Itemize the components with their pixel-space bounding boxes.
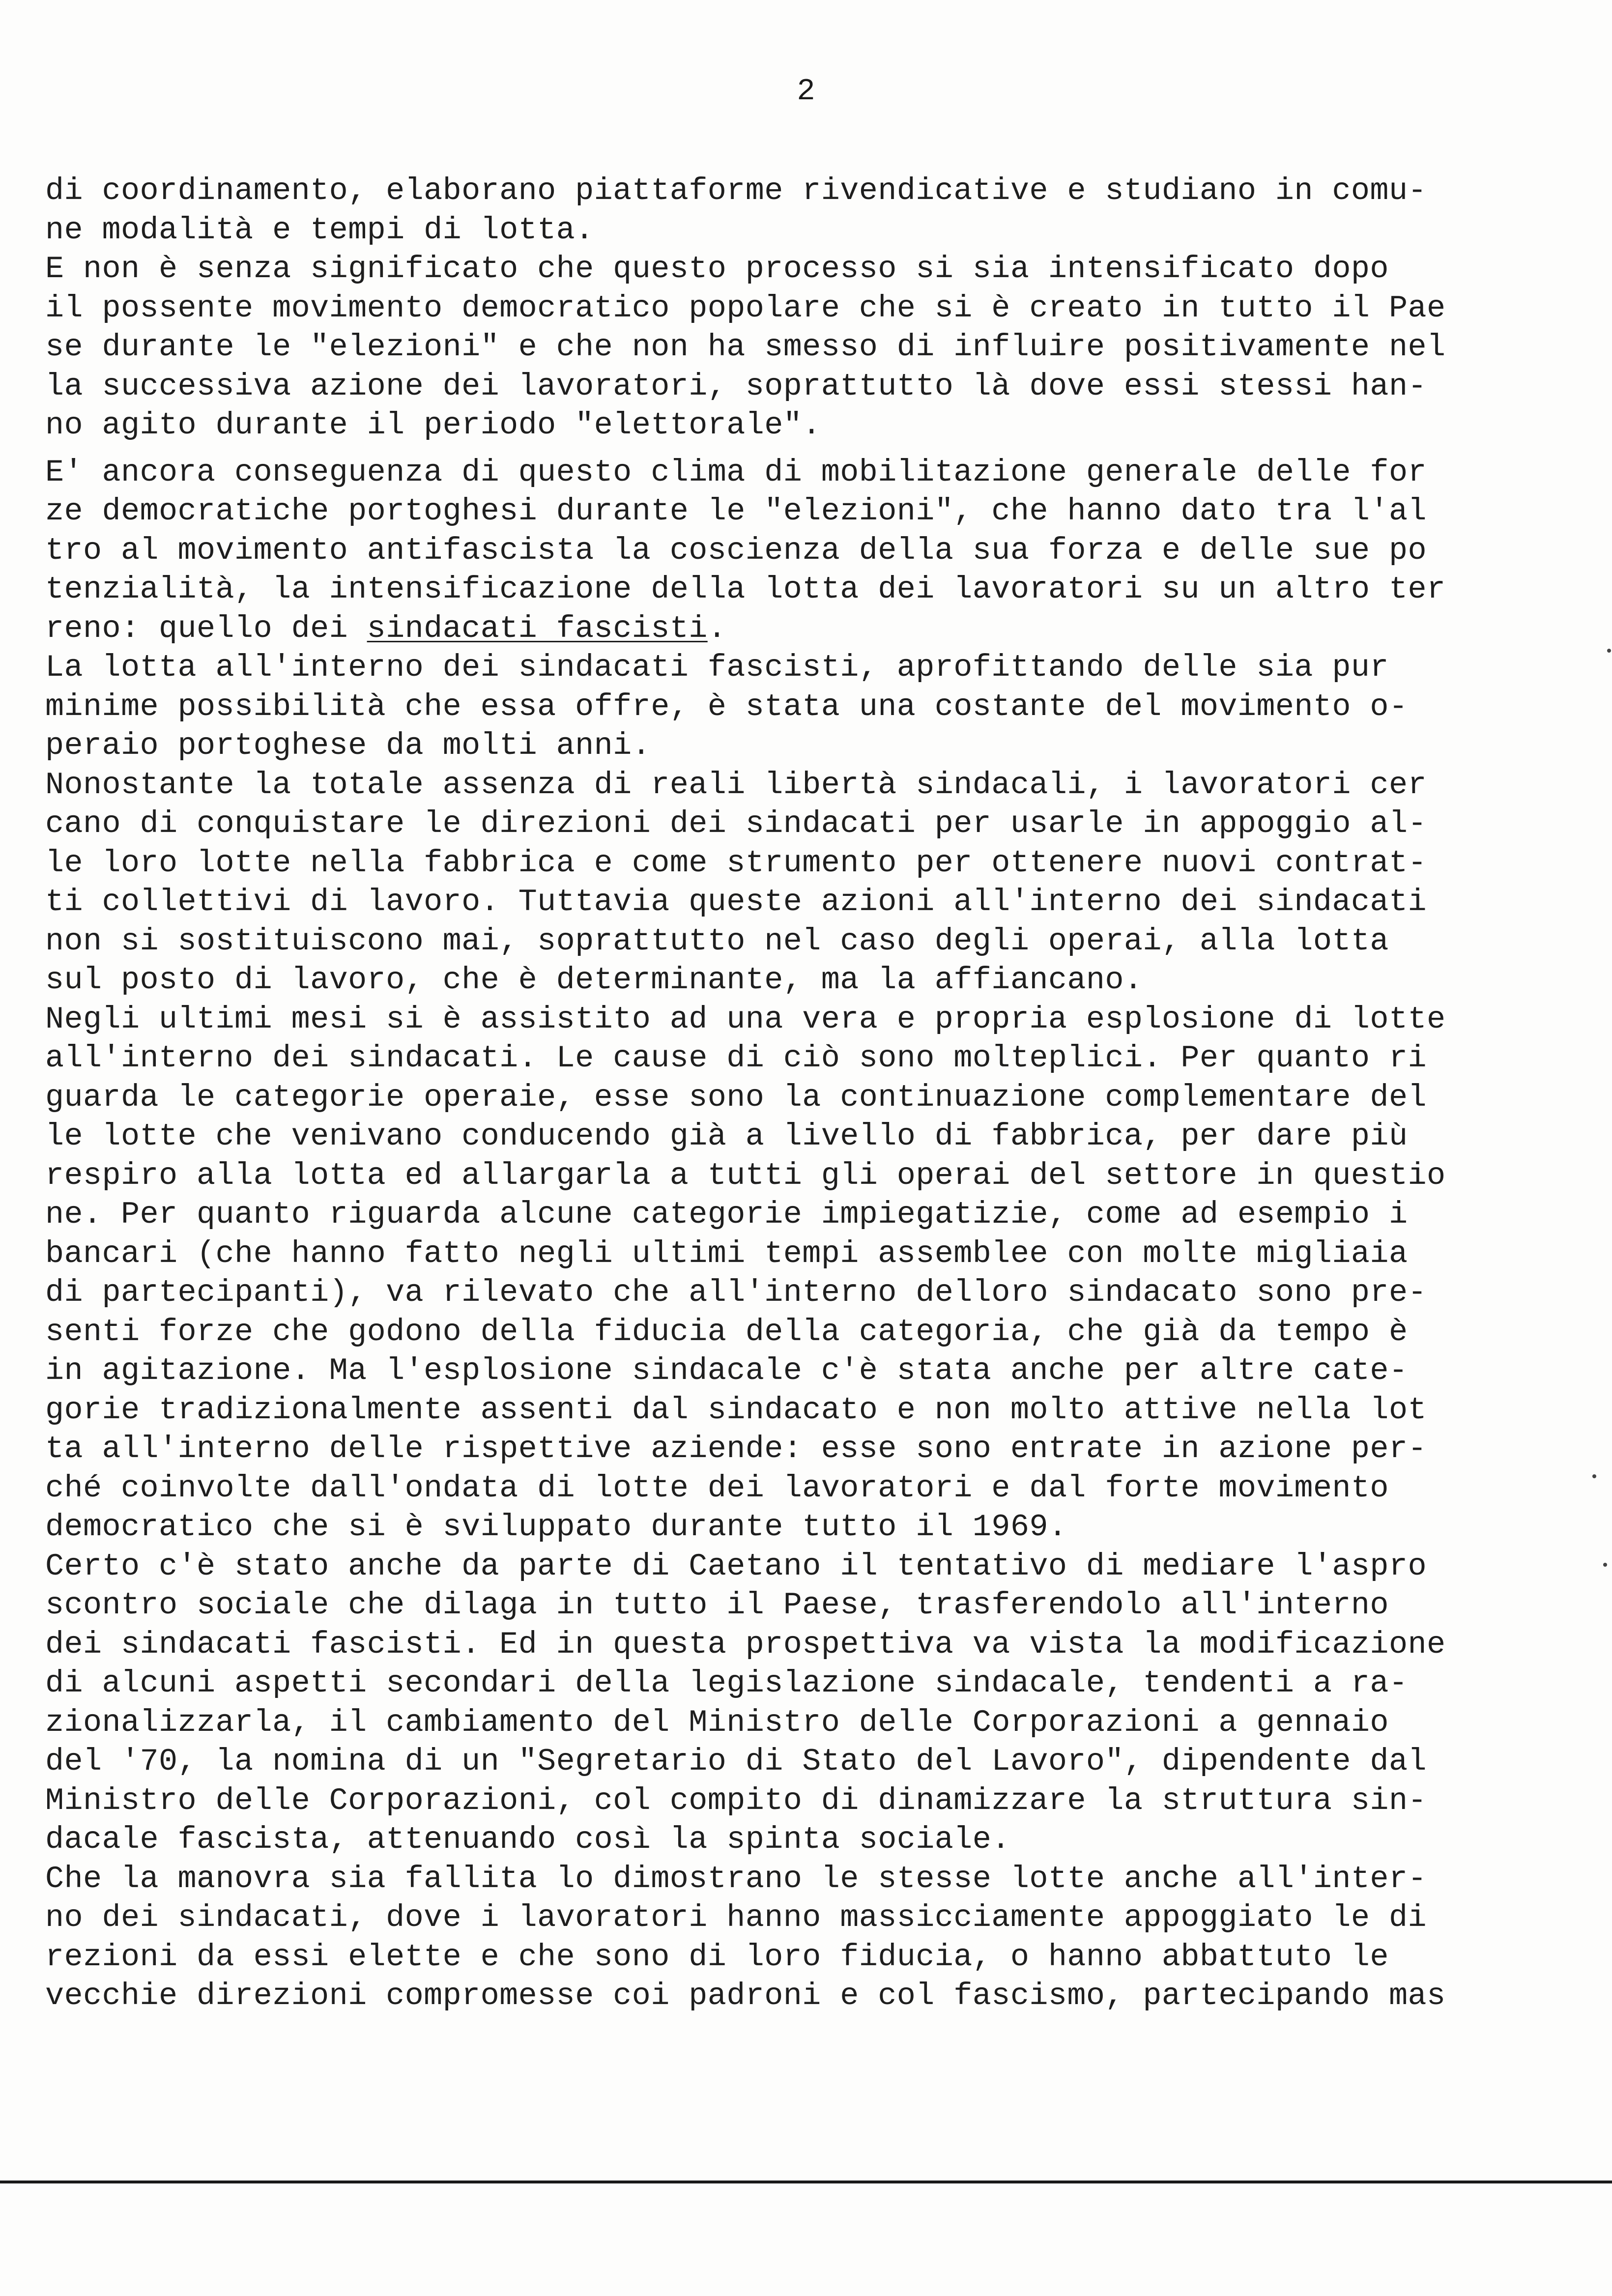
text-line: di partecipanti), va rilevato che all'interno delloro sindacato sono pre- — [45, 1275, 1427, 1311]
text-line: ne modalità e tempi di lotta. — [45, 212, 594, 248]
text-line: di alcuni aspetti secondari della legislazione sindacale, tendenti a ra- — [45, 1666, 1408, 1701]
text-line: guarda le categorie operaie, esse sono la continuazione complementare del — [45, 1080, 1427, 1116]
line-prefix: reno: quello dei — [45, 611, 367, 647]
text-line: ché coinvolte dall'ondata di lotte dei lavoratori e dal forte movimento — [45, 1470, 1389, 1506]
text-line: all'interno dei sindacati. Le cause di ciò sono molteplici. Per quanto ri — [45, 1041, 1427, 1076]
text-line: di coordinamento, elaborano piattaforme rivendicative e studiano in comu- — [45, 173, 1427, 209]
text-line: democratico che si è sviluppato durante tutto il 1969. — [45, 1510, 1067, 1545]
text-line: dei sindacati fascisti. Ed in questa prospettiva va vista la modificazione — [45, 1627, 1446, 1663]
text-line: dacale fascista, attenuando così la spinta sociale. — [45, 1822, 1010, 1858]
text-line-with-emphasis — [45, 610, 1588, 649]
text-line: gorie tradizionalmente assenti dal sindacato e non molto attive nella lot — [45, 1392, 1427, 1428]
text-line: cano di conquistare le direzioni dei sindacati per usarle in appoggio al- — [45, 806, 1427, 842]
page-bottom-rule — [0, 2181, 1612, 2183]
text-line: se durante le "elezioni" e che non ha smesso di influire positivamente nel — [45, 330, 1446, 365]
text-line: La lotta all'interno dei sindacati fascisti, aprofittando delle sia pur — [45, 650, 1389, 686]
text-line: del '70, la nomina di un "Segretario di Stato del Lavoro", dipendente dal — [45, 1744, 1427, 1779]
text-line: zionalizzarla, il cambiamento del Ministro delle Corporazioni a gennaio — [45, 1705, 1389, 1741]
text-line: Negli ultimi mesi si è assistito ad una vera e propria esplosione di lotte — [45, 1002, 1446, 1037]
text-line: tenzialità, la intensificazione della lotta dei lavoratori su un altro ter — [45, 572, 1446, 607]
text-line: non si sostituiscono mai, soprattutto nel caso degli operai, alla lotta — [45, 923, 1389, 959]
text-line: le lotte che venivano conducendo già a livello di fabbrica, per dare più — [45, 1119, 1408, 1154]
text-line: Nonostante la totale assenza di reali libertà sindacali, i lavoratori cer — [45, 767, 1427, 803]
scan-speck — [1607, 649, 1611, 653]
text-line: in agitazione. Ma l'esplosione sindacale c'è stata anche per altre cate- — [45, 1353, 1408, 1389]
text-line: sul posto di lavoro, che è determinante, ma la affiancano. — [45, 963, 1143, 998]
text-line: no dei sindacati, dove i lavoratori hanno massicciamente appoggiato le di — [45, 1900, 1427, 1936]
text-line: ta all'interno delle rispettive aziende: esse sono entrate in azione per- — [45, 1432, 1427, 1467]
text-line: peraio portoghese da molti anni. — [45, 728, 651, 764]
text-line: rezioni da essi elette e che sono di loro fiducia, o hanno abbattuto le — [45, 1939, 1389, 1975]
text-line: tro al movimento antifascista la coscienza della sua forza e delle sue po — [45, 533, 1427, 569]
text-line: la successiva azione dei lavoratori, soprattutto là dove essi stessi han- — [45, 369, 1427, 404]
text-line: Ministro delle Corporazioni, col compito di dinamizzare la struttura sin- — [45, 1783, 1427, 1819]
text-line: il possente movimento democratico popolare che si è creato in tutto il Pae — [45, 290, 1446, 326]
text-line: minime possibilità che essa offre, è stata una costante del movimento o- — [45, 689, 1408, 725]
text-line: bancari (che hanno fatto negli ultimi tempi assemblee con molte migliaia — [45, 1236, 1408, 1272]
text-line: ne. Per quanto riguarda alcune categorie impiegatizie, come ad esempio i — [45, 1197, 1408, 1233]
scan-speck — [1592, 1474, 1596, 1478]
text-line: no agito durante il periodo "elettorale". — [45, 408, 821, 443]
underlined-phrase: sindacati fascisti — [367, 611, 708, 647]
paragraph-gap — [45, 446, 1588, 454]
line-suffix: . — [707, 611, 727, 647]
text-line: scontro sociale che dilaga in tutto il Paese, trasferendolo all'interno — [45, 1588, 1389, 1623]
text-line: E non è senza significato che questo processo si sia intensificato dopo — [45, 252, 1389, 287]
scan-speck — [1603, 1563, 1607, 1567]
text-line: vecchie direzioni compromesse coi padroni e col fascismo, partecipando mas — [45, 1979, 1446, 2014]
text-line: E' ancora conseguenza di questo clima di mobilitazione generale delle for — [45, 455, 1427, 490]
text-line: Certo c'è stato anche da parte di Caetano il tentativo di mediare l'aspro — [45, 1549, 1427, 1584]
text-line: respiro alla lotta ed allargarla a tutti gli operai del settore in questio — [45, 1158, 1446, 1194]
text-line: senti forze che godono della fiducia della categoria, che già da tempo è — [45, 1314, 1408, 1350]
text-line: ti collettivi di lavoro. Tuttavia queste azioni all'interno dei sindacati — [45, 885, 1427, 920]
text-line: Che la manovra sia fallita lo dimostrano le stesse lotte anche all'inter- — [45, 1861, 1427, 1897]
page-number: 2 — [797, 74, 815, 109]
text-line: le loro lotte nella fabbrica e come strumento per ottenere nuovi contrat- — [45, 845, 1427, 881]
text-line: ze democratiche portoghesi durante le "elezioni", che hanno dato tra l'al — [45, 494, 1427, 529]
body-text — [45, 172, 1588, 2016]
